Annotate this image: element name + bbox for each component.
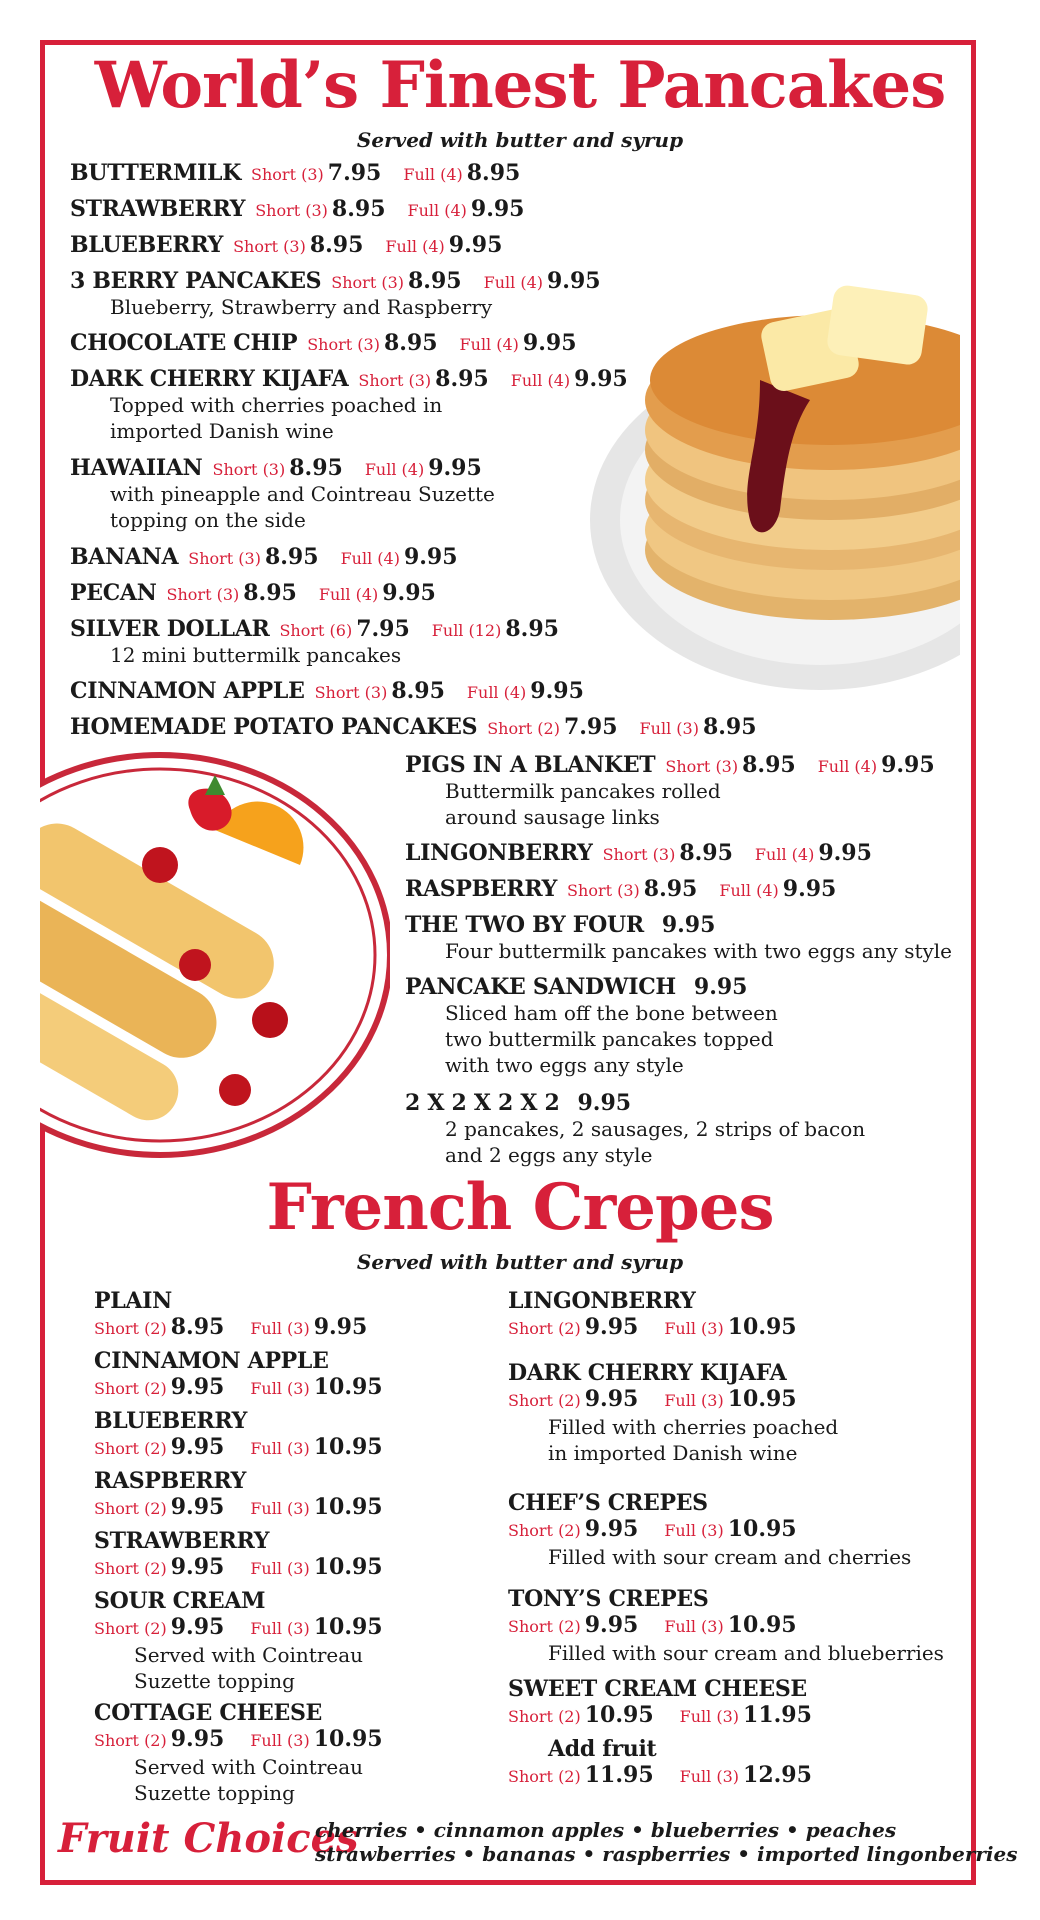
- item-description: with two eggs any style: [445, 1053, 684, 1077]
- item-name: STRAWBERRY: [70, 196, 246, 222]
- crepe-prices: [508, 1314, 797, 1342]
- crepe-description: Served with Cointreau: [134, 1643, 364, 1667]
- item-description: around sausage links: [445, 805, 660, 829]
- short-label: Short (2): [94, 1319, 167, 1338]
- item-name: 2 X 2 X 2 X 2: [405, 1090, 560, 1116]
- crepe-prices: [94, 1434, 383, 1462]
- full-label: Full (3): [639, 719, 699, 738]
- crepe-description: Suzette topping: [134, 1781, 295, 1805]
- crepe-name: LINGONBERRY: [508, 1288, 696, 1314]
- full-price: 9.95: [782, 876, 837, 902]
- item-price: 9.95: [577, 1090, 632, 1116]
- full-price: 10.95: [727, 1314, 797, 1340]
- short-price: 9.95: [170, 1434, 225, 1460]
- item-name: DARK CHERRY KIJAFA: [70, 366, 349, 392]
- short-price: 8.95: [435, 366, 489, 392]
- full-price: 9.95: [448, 232, 503, 258]
- short-label: Short (2): [508, 1319, 581, 1338]
- short-price: 9.95: [170, 1494, 225, 1520]
- menu-item: [70, 196, 525, 222]
- item-description: Buttermilk pancakes rolled: [445, 779, 721, 803]
- crepe-item: [94, 1288, 367, 1342]
- short-label: Short (3): [255, 201, 328, 220]
- crepe-prices: [94, 1614, 383, 1642]
- short-label: Short (3): [188, 549, 261, 568]
- crepe-prices: [94, 1494, 383, 1522]
- item-description: 2 pancakes, 2 sausages, 2 strips of bacon: [445, 1117, 866, 1141]
- crepe-name: RASPBERRY: [94, 1468, 247, 1494]
- short-price: 9.95: [170, 1614, 225, 1640]
- short-price: 9.95: [584, 1386, 639, 1412]
- short-price: 9.95: [170, 1554, 225, 1580]
- item-description: imported Danish wine: [110, 419, 334, 443]
- short-price: 8.95: [679, 840, 733, 866]
- short-price: 7.95: [356, 616, 410, 642]
- crepe-prices: [94, 1374, 383, 1402]
- full-label: Full (4): [318, 585, 379, 604]
- short-price: 8.95: [391, 678, 445, 704]
- short-label: Short (2): [508, 1391, 581, 1410]
- menu-item: [405, 912, 952, 964]
- full-price: 10.95: [313, 1434, 383, 1460]
- full-label: Full (3): [679, 1707, 740, 1726]
- full-price: 8.95: [466, 160, 521, 186]
- pancakes-subtitle: Served with butter and syrup: [356, 128, 684, 152]
- full-price: 12.95: [743, 1762, 812, 1788]
- crepe-prices: [508, 1386, 838, 1414]
- item-name: HOMEMADE POTATO PANCAKES: [70, 714, 478, 740]
- menu-item: [70, 160, 520, 186]
- crepe-name: Add fruit: [548, 1736, 657, 1762]
- short-price: 9.95: [584, 1314, 639, 1340]
- fruit-choices-list: [315, 1818, 1018, 1866]
- short-label: Short (3): [314, 683, 388, 702]
- short-label: Short (2): [94, 1619, 167, 1638]
- crepe-item: [94, 1700, 383, 1806]
- full-price: 9.95: [546, 268, 601, 294]
- short-price: 8.95: [742, 752, 796, 778]
- full-label: Full (4): [364, 460, 425, 479]
- short-label: Short (3): [358, 371, 432, 390]
- menu-item: [405, 876, 836, 902]
- menu-item: [405, 974, 778, 1078]
- crepes-title: French Crepes: [266, 1170, 774, 1245]
- crepe-item: [94, 1408, 383, 1462]
- crepe-description: Suzette topping: [134, 1669, 295, 1693]
- short-label: Short (2): [94, 1499, 167, 1518]
- full-label: Full (4): [385, 237, 445, 256]
- crepe-item: [508, 1676, 812, 1730]
- full-price: 10.95: [313, 1614, 383, 1640]
- full-label: Full (4): [510, 371, 571, 390]
- short-price: 9.95: [170, 1374, 225, 1400]
- crepe-name: TONY’S CREPES: [508, 1586, 709, 1612]
- menu-item: [70, 366, 628, 444]
- crepe-name: BLUEBERRY: [94, 1408, 248, 1434]
- item-name: 3 BERRY PANCAKES: [70, 268, 322, 294]
- item-name: BLUEBERRY: [70, 232, 224, 258]
- full-price: 10.95: [313, 1374, 383, 1400]
- full-label: Full (3): [250, 1319, 310, 1338]
- short-price: 10.95: [584, 1702, 654, 1728]
- short-label: Short (3): [602, 845, 676, 864]
- full-price: 9.95: [574, 366, 628, 392]
- short-price: 8.95: [408, 268, 462, 294]
- item-description: Topped with cherries poached in: [110, 393, 443, 417]
- full-price: 9.95: [881, 752, 935, 778]
- full-label: Full (4): [483, 273, 543, 292]
- menu-item: [70, 616, 559, 668]
- item-name: PIGS IN A BLANKET: [405, 752, 656, 778]
- short-label: Short (2): [508, 1521, 581, 1540]
- full-price: 10.95: [727, 1516, 797, 1542]
- full-label: Full (4): [754, 845, 815, 864]
- crepe-description: in imported Danish wine: [548, 1441, 798, 1465]
- crepe-prices: [94, 1554, 383, 1582]
- pancake-stack-image: [590, 230, 960, 720]
- menu-item: [70, 330, 577, 356]
- short-label: Short (2): [508, 1707, 581, 1726]
- full-price: 9.95: [313, 1314, 368, 1340]
- menu-item: [70, 678, 584, 704]
- crepe-name: SWEET CREAM CHEESE: [508, 1676, 807, 1702]
- full-label: Full (4): [407, 201, 467, 220]
- full-price: 10.95: [313, 1726, 383, 1752]
- crepe-prices: [94, 1726, 383, 1754]
- item-description: with pineapple and Cointreau Suzette: [110, 482, 495, 506]
- short-label: Short (3): [665, 757, 739, 776]
- full-price: 10.95: [313, 1554, 383, 1580]
- item-description: and 2 eggs any style: [445, 1143, 653, 1167]
- full-label: Full (4): [817, 757, 878, 776]
- menu-item: [70, 232, 502, 258]
- short-price: 7.95: [563, 714, 618, 740]
- crepe-item: [508, 1360, 838, 1466]
- short-price: 9.95: [584, 1516, 639, 1542]
- item-name: SILVER DOLLAR: [70, 616, 270, 642]
- short-price: 9.95: [170, 1726, 225, 1752]
- crepe-name: PLAIN: [94, 1288, 172, 1314]
- short-price: 8.95: [289, 455, 343, 481]
- short-label: Short (2): [508, 1767, 581, 1786]
- full-label: Full (4): [719, 881, 779, 900]
- menu-item: [405, 840, 872, 866]
- short-label: Short (3): [233, 237, 306, 256]
- full-price: 9.95: [530, 678, 584, 704]
- item-description: 12 mini buttermilk pancakes: [110, 643, 402, 667]
- full-label: Full (4): [340, 549, 400, 568]
- full-price: 9.95: [403, 544, 458, 570]
- crepe-item: [94, 1588, 383, 1694]
- short-label: Short (2): [94, 1379, 167, 1398]
- menu-item: [70, 714, 757, 740]
- item-description: Four buttermilk pancakes with two eggs any style: [445, 939, 953, 963]
- crepe-prices: [94, 1314, 367, 1342]
- full-price: 9.95: [818, 840, 872, 866]
- item-name: CINNAMON APPLE: [70, 678, 305, 704]
- pancakes-title: World’s Finest Pancakes: [94, 48, 946, 123]
- full-price: 8.95: [702, 714, 757, 740]
- short-label: Short (3): [567, 881, 640, 900]
- crepe-item: [508, 1736, 812, 1790]
- crepe-name: CHEF’S CREPES: [508, 1490, 708, 1516]
- crepe-plate-image: [40, 750, 390, 1160]
- short-label: Short (2): [487, 719, 560, 738]
- short-price: 8.95: [243, 580, 297, 606]
- full-label: Full (4): [403, 165, 463, 184]
- crepe-name: COTTAGE CHEESE: [94, 1700, 323, 1726]
- full-price: 10.95: [727, 1612, 797, 1638]
- item-name: CHOCOLATE CHIP: [70, 330, 298, 356]
- full-price: 9.95: [522, 330, 577, 356]
- full-price: 8.95: [505, 616, 559, 642]
- short-label: Short (3): [166, 585, 240, 604]
- crepe-prices: [508, 1612, 944, 1640]
- item-name: THE TWO BY FOUR: [405, 912, 644, 938]
- crepe-description: Filled with sour cream and blueberries: [548, 1641, 944, 1665]
- full-label: Full (3): [664, 1521, 724, 1540]
- item-name: HAWAIIAN: [70, 455, 203, 481]
- crepe-name: STRAWBERRY: [94, 1528, 270, 1554]
- crepe-name: DARK CHERRY KIJAFA: [508, 1360, 787, 1386]
- short-price: 8.95: [383, 330, 438, 356]
- item-price: 9.95: [661, 912, 716, 938]
- full-price: 9.95: [470, 196, 525, 222]
- crepe-prices: [508, 1762, 812, 1790]
- crepe-prices: [508, 1702, 812, 1730]
- full-label: Full (3): [250, 1379, 310, 1398]
- crepe-item: [508, 1586, 944, 1666]
- item-description: Blueberry, Strawberry and Raspberry: [110, 295, 493, 319]
- crepe-prices: [508, 1516, 911, 1544]
- short-price: 7.95: [327, 160, 382, 186]
- item-name: BANANA: [70, 544, 179, 570]
- menu-item: [70, 455, 495, 533]
- fruit-choices-line: cherries • cinnamon apples • blueberries • peaches: [315, 1818, 897, 1842]
- menu-item: [70, 544, 458, 570]
- crepe-item: [94, 1528, 383, 1582]
- short-price: 8.95: [170, 1314, 225, 1340]
- crepe-description: Filled with cherries poached: [548, 1415, 839, 1439]
- short-price: 8.95: [309, 232, 364, 258]
- item-description: Sliced ham off the bone between: [445, 1001, 778, 1025]
- full-label: Full (3): [664, 1391, 724, 1410]
- full-label: Full (3): [250, 1731, 310, 1750]
- short-label: Short (3): [331, 273, 404, 292]
- crepe-description: Filled with sour cream and cherries: [548, 1545, 912, 1569]
- full-label: Full (3): [250, 1499, 310, 1518]
- item-name: PECAN: [70, 580, 157, 606]
- full-price: 9.95: [428, 455, 482, 481]
- short-price: 8.95: [264, 544, 319, 570]
- crepe-name: SOUR CREAM: [94, 1588, 266, 1614]
- crepe-item: [508, 1490, 911, 1570]
- item-description: two buttermilk pancakes topped: [445, 1027, 774, 1051]
- crepe-description: Served with Cointreau: [134, 1755, 364, 1779]
- full-label: Full (12): [431, 621, 502, 640]
- fruit-choices-label: Fruit Choices: [58, 1815, 359, 1862]
- item-name: PANCAKE SANDWICH: [405, 974, 676, 1000]
- short-label: Short (3): [212, 460, 286, 479]
- menu-item: [70, 580, 436, 606]
- item-price: 9.95: [693, 974, 748, 1000]
- full-price: 10.95: [727, 1386, 797, 1412]
- crepes-subtitle: Served with butter and syrup: [356, 1250, 684, 1274]
- crepe-name: CINNAMON APPLE: [94, 1348, 329, 1374]
- item-name: BUTTERMILK: [70, 160, 242, 186]
- full-label: Full (3): [664, 1319, 724, 1338]
- item-description: topping on the side: [110, 508, 306, 532]
- full-label: Full (3): [250, 1439, 310, 1458]
- short-label: Short (2): [94, 1439, 167, 1458]
- full-label: Full (3): [679, 1767, 740, 1786]
- short-label: Short (6): [279, 621, 353, 640]
- short-price: 11.95: [584, 1762, 654, 1788]
- short-label: Short (2): [94, 1731, 167, 1750]
- short-label: Short (2): [94, 1559, 167, 1578]
- menu-item: [405, 752, 935, 830]
- full-label: Full (3): [250, 1619, 310, 1638]
- short-label: Short (2): [508, 1617, 581, 1636]
- fruit-choices-line: strawberries • bananas • raspberries • imported lingonberries: [315, 1842, 1018, 1866]
- menu-item: [70, 268, 601, 320]
- crepe-item: [94, 1468, 383, 1522]
- full-label: Full (3): [664, 1617, 724, 1636]
- full-price: 10.95: [313, 1494, 383, 1520]
- short-price: 8.95: [331, 196, 386, 222]
- full-price: 11.95: [743, 1702, 812, 1728]
- item-name: RASPBERRY: [405, 876, 558, 902]
- menu-item: [405, 1090, 865, 1168]
- full-label: Full (4): [459, 335, 519, 354]
- crepe-item: [508, 1288, 797, 1342]
- full-price: 9.95: [382, 580, 436, 606]
- short-label: Short (3): [307, 335, 380, 354]
- crepe-item: [94, 1348, 383, 1402]
- full-label: Full (4): [466, 683, 527, 702]
- full-label: Full (3): [250, 1559, 310, 1578]
- short-price: 9.95: [584, 1612, 639, 1638]
- item-name: LINGONBERRY: [405, 840, 593, 866]
- short-price: 8.95: [643, 876, 698, 902]
- short-label: Short (3): [251, 165, 324, 184]
